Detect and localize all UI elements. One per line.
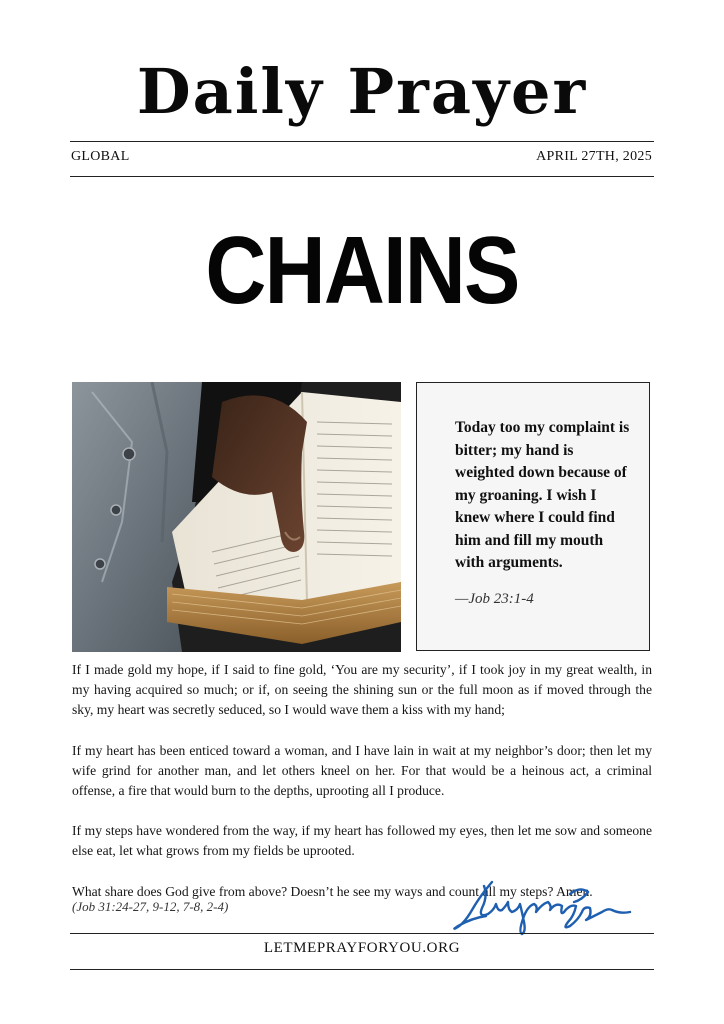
- scripture-quote-reference: —Job 23:1-4: [455, 591, 534, 607]
- prayer-paragraph: What share does God give from above? Doesn’t he see my ways and count all my steps? Amen.: [72, 883, 593, 899]
- scripture-citation: (Job 31:24-27, 9-12, 7-8, 2-4): [72, 899, 229, 914]
- hand-on-bible-photo: [72, 382, 401, 652]
- masthead-rule-bottom: [70, 176, 654, 177]
- handwritten-signature: [452, 876, 632, 938]
- dateline-date: APRIL 27TH, 2025: [536, 149, 652, 164]
- prayer-paragraph: If my heart has been enticed toward a woman, and I have lain in wait at my neighbor’s door; then let my wife grind for another man, and let others kneel on her. For that would be a heinous act, a criminal offense, a fire that would burn to the depths, uprooting all I produce.: [72, 742, 652, 799]
- prayer-paragraph: If I made gold my hope, if I said to fine gold, ‘You are my security’, if I took joy in my great wealth, in my having acquired so much; or if, on seeing the shining sun or the full moon as if moved through the sky, my heart was secretly seduced, so I would wave them a kiss with my hand;: [72, 662, 652, 718]
- footer-rule-top: [70, 933, 654, 934]
- masthead-rule-top: [70, 141, 654, 142]
- headline: CHAINS: [205, 217, 519, 324]
- prayer-paragraph: If my steps have wondered from the way, if my heart has followed my eyes, then let me sow and someone else eat, let what grows from my fields be uprooted.: [72, 823, 652, 859]
- footer-website: LETMEPRAYFORYOU.ORG: [263, 940, 461, 956]
- scripture-quote-text: Today too my complaint is bitter; my hand is weighted down because of my groaning. I wish I knew where I could find him and fill my mouth with arguments.: [455, 419, 630, 571]
- footer-rule-bottom: [70, 969, 654, 970]
- scripture-quote-box: [416, 382, 650, 651]
- masthead-title: Daily Prayer: [136, 55, 588, 128]
- dateline-region: GLOBAL: [71, 149, 130, 164]
